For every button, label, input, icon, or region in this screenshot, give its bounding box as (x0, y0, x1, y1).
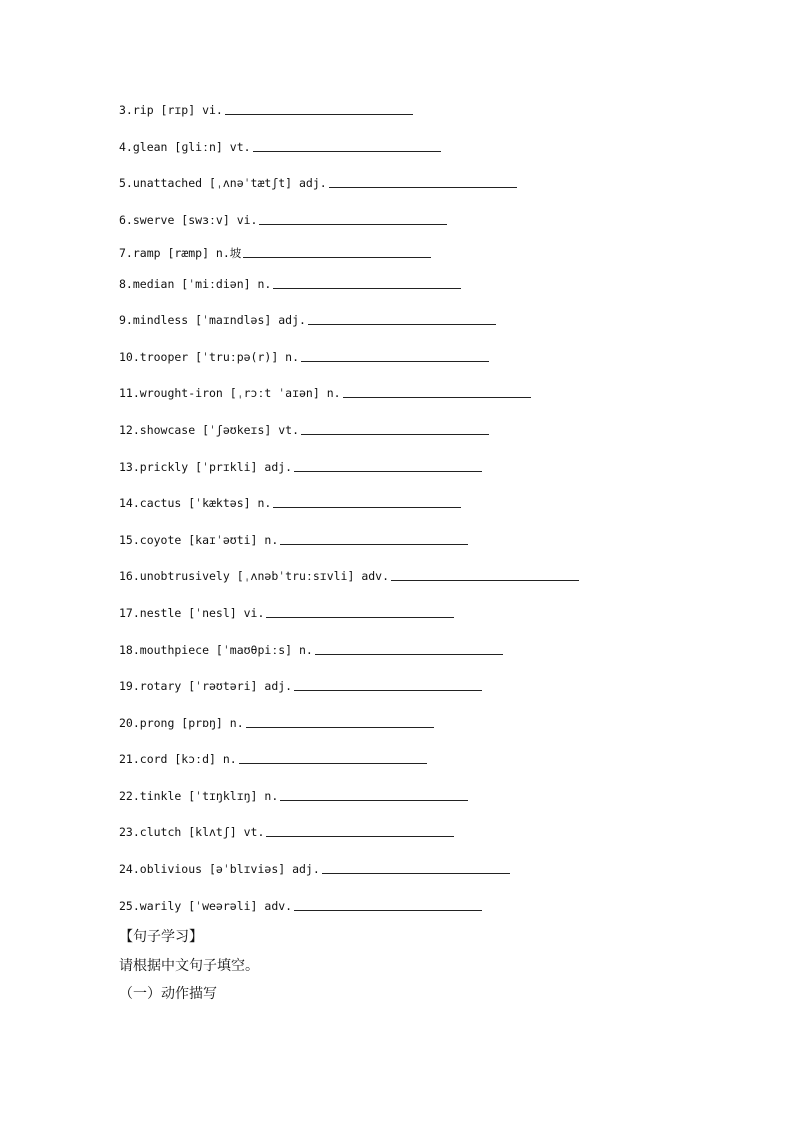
answer-blank[interactable] (266, 836, 454, 837)
vocab-text: 23.clutch [klʌtʃ] vt. (119, 825, 265, 839)
vocab-text: 12.showcase [ˈʃəʊkeɪs] vt. (119, 423, 300, 437)
vocab-text: 24.oblivious [əˈblɪviəs] adj. (119, 862, 320, 876)
answer-blank[interactable] (273, 288, 461, 289)
vocab-item (119, 531, 278, 549)
answer-blank[interactable] (329, 187, 517, 188)
vocab-text: 10.trooper [ˈtruːpə(r)] n. (119, 350, 300, 364)
vocab-text: 5.unattached [ˌʌnəˈtætʃt] adj. (119, 176, 327, 190)
vocab-item (119, 750, 237, 768)
answer-blank[interactable] (301, 434, 489, 435)
vocab-text: 4.glean [ɡliːn] vt. (119, 140, 251, 154)
vocab-text: 7.ramp [ræmp] n.坡 (119, 246, 242, 260)
vocab-text: 8.median [ˈmiːdiən] n. (119, 277, 272, 291)
vocab-text: 14.cactus [ˈkæktəs] n. (119, 496, 272, 510)
answer-blank[interactable] (243, 257, 431, 258)
vocab-item (119, 211, 257, 229)
vocab-text: 11.wrought-iron [ˌrɔːt ˈaɪən] n. (119, 386, 341, 400)
vocab-item (119, 174, 327, 192)
answer-blank[interactable] (343, 397, 531, 398)
answer-blank[interactable] (322, 873, 510, 874)
vocab-item (119, 897, 292, 915)
answer-blank[interactable] (315, 654, 503, 655)
vocab-text: 9.mindless [ˈmaɪndləs] adj. (119, 313, 306, 327)
answer-blank[interactable] (246, 727, 434, 728)
answer-blank[interactable] (308, 324, 496, 325)
vocab-item (119, 567, 389, 585)
answer-blank[interactable] (253, 151, 441, 152)
vocab-item (119, 275, 271, 293)
answer-blank[interactable] (301, 361, 489, 362)
answer-blank[interactable] (280, 800, 468, 801)
answer-blank[interactable] (266, 617, 454, 618)
vocab-text: 16.unobtrusively [ˌʌnəbˈtruːsɪvli] adv. (119, 569, 390, 583)
vocab-item (119, 421, 299, 439)
vocab-item (119, 641, 313, 659)
vocab-item (119, 244, 241, 262)
vocab-item (119, 677, 292, 695)
vocab-text: 3.rip [rɪp] vi. (119, 103, 223, 117)
answer-blank[interactable] (225, 114, 413, 115)
vocab-item (119, 604, 264, 622)
answer-blank[interactable] (294, 471, 482, 472)
vocab-item (119, 860, 320, 878)
instruction-text: 请根据中文句子填空。 (119, 958, 259, 974)
answer-blank[interactable] (391, 580, 579, 581)
vocab-text: 25.warily [ˈweərəli] adv. (119, 899, 293, 913)
vocab-item (119, 348, 299, 366)
vocab-item (119, 311, 306, 329)
vocab-text: 21.cord [kɔːd] n. (119, 752, 237, 766)
vocab-item (119, 101, 223, 119)
vocab-text: 22.tinkle [ˈtɪŋklɪŋ] n. (119, 789, 279, 803)
answer-blank[interactable] (273, 507, 461, 508)
vocab-item (119, 384, 341, 402)
section-heading: 【句子学习】 (119, 929, 203, 945)
vocab-text: 15.coyote [kaɪˈəʊti] n. (119, 533, 279, 547)
vocab-text: 13.prickly [ˈprɪkli] adj. (119, 460, 293, 474)
vocab-item (119, 823, 264, 841)
vocab-text: 20.prong [prɒŋ] n. (119, 716, 244, 730)
vocab-item (119, 458, 292, 476)
answer-blank[interactable] (294, 690, 482, 691)
answer-blank[interactable] (280, 544, 468, 545)
vocab-text: 18.mouthpiece [ˈmaʊθpiːs] n. (119, 643, 313, 657)
vocab-item (119, 714, 244, 732)
vocab-item (119, 138, 251, 156)
vocab-item (119, 494, 271, 512)
answer-blank[interactable] (259, 224, 447, 225)
vocab-text: 19.rotary [ˈrəʊtəri] adj. (119, 679, 293, 693)
answer-blank[interactable] (239, 763, 427, 764)
vocab-item (119, 787, 278, 805)
vocab-text: 6.swerve [swɜːv] vi. (119, 213, 258, 227)
answer-blank[interactable] (294, 910, 482, 911)
subsection-heading: （一）动作描写 (119, 986, 217, 1002)
vocab-text: 17.nestle [ˈnesl] vi. (119, 606, 265, 620)
